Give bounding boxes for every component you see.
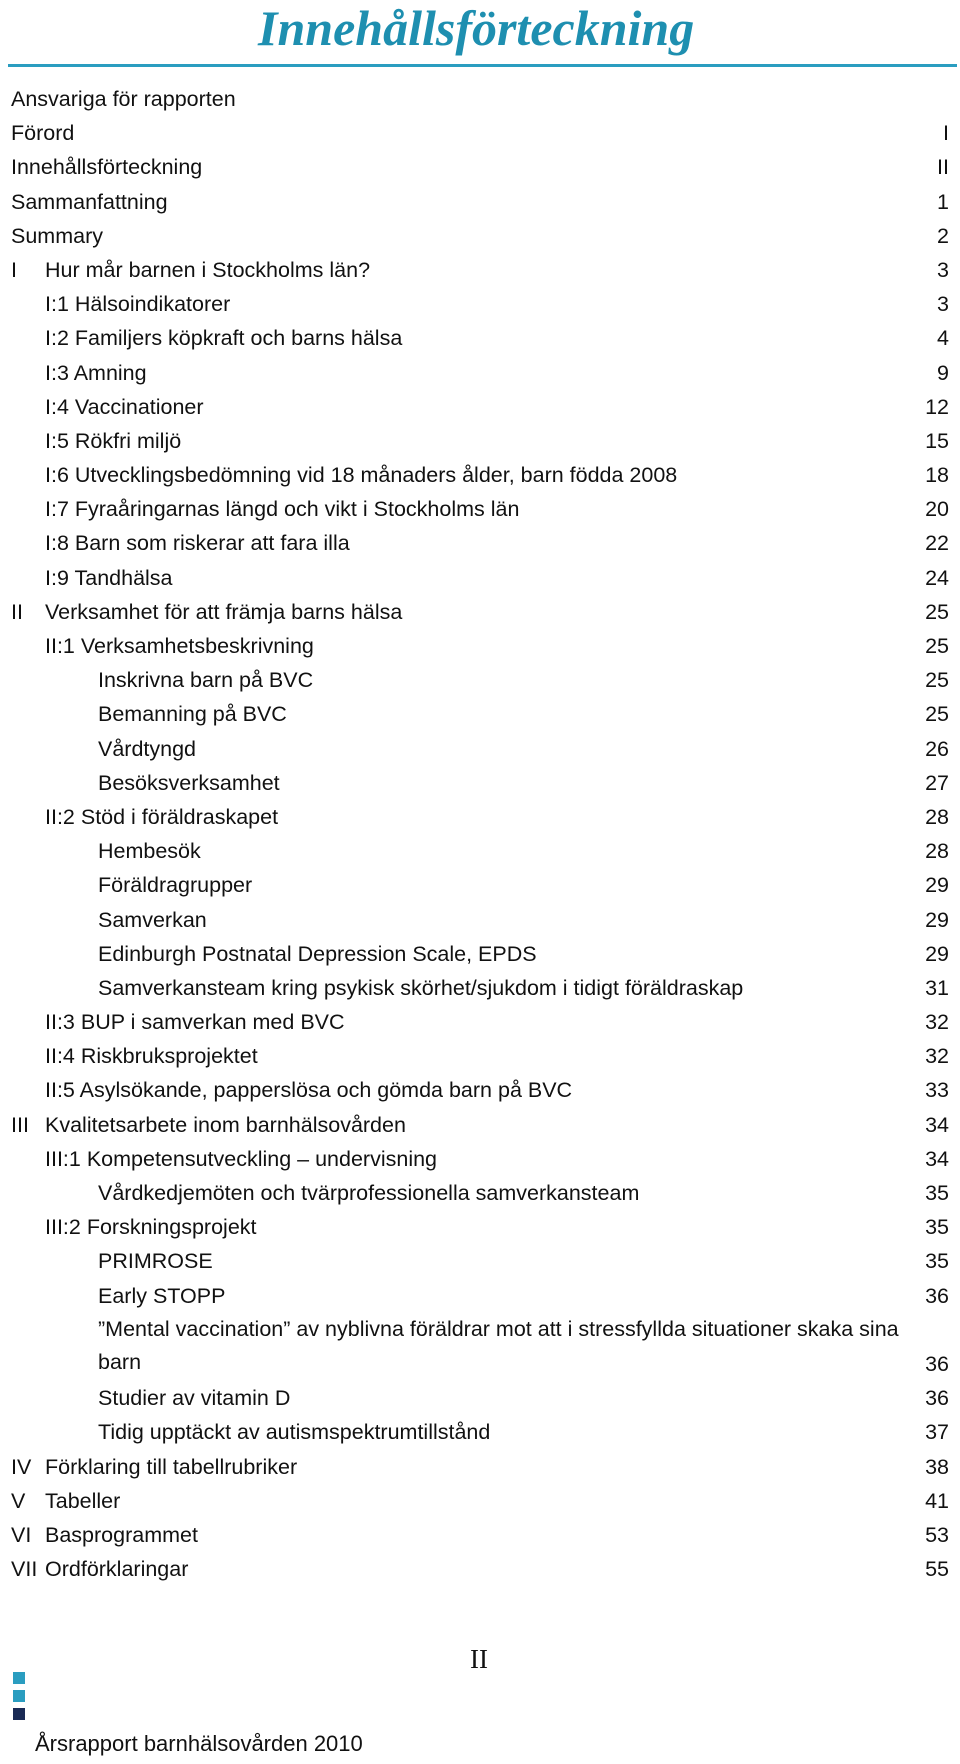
toc-page-number: 38 (925, 1454, 949, 1479)
toc-entry-title: Ansvariga för rapporten (11, 87, 236, 111)
toc-entry (0, 697, 960, 731)
toc-page-number: II (937, 155, 949, 180)
toc-page-number: 22 (925, 531, 949, 556)
logo-square-icon (13, 1690, 25, 1702)
toc-entry (0, 903, 960, 937)
toc-entry-title: Hur mår barnen i Stockholms län? (45, 257, 371, 282)
toc-entry-title: Tabeller (45, 1488, 121, 1513)
toc-entry (0, 253, 960, 287)
toc-entry-title: Föräldragrupper (98, 873, 253, 898)
toc-entry (0, 1244, 960, 1278)
toc-page-number: 12 (925, 394, 949, 419)
toc-entry-title: Early STOPP (98, 1283, 226, 1308)
toc-entry (0, 424, 960, 458)
toc-page-number: 24 (925, 565, 949, 590)
toc-page-number: 20 (925, 497, 949, 522)
toc-page-number: 53 (925, 1522, 949, 1547)
toc-entry-title: Sammanfattning (11, 189, 168, 214)
toc-entry-title: I:1 Hälsoindikatorer (45, 292, 231, 317)
page-number: II (470, 1644, 488, 1674)
toc-entry-title: I:7 Fyraåringarnas längd och vikt i Stockholms län (45, 497, 520, 522)
toc-entry-title: Förklaring till tabellrubriker (45, 1454, 298, 1479)
toc-entry-title: Edinburgh Postnatal Depression Scale, EPDS (98, 941, 537, 966)
toc-entry (0, 732, 960, 766)
toc-page-number: 35 (925, 1249, 949, 1274)
toc-entry (0, 663, 960, 697)
toc-entry (0, 526, 960, 560)
toc-entry-title: I:6 Utvecklingsbedömning vid 18 månaders ålder, barn födda 2008 (45, 463, 678, 488)
toc-entry-title: II:2 Stöd i föräldraskapet (45, 804, 279, 829)
toc-entry (0, 185, 960, 219)
toc-page-number: 34 (925, 1146, 949, 1171)
toc-page-number: 36 (925, 1386, 949, 1411)
toc-entry (0, 800, 960, 834)
toc-entry (0, 1450, 960, 1484)
toc-page-number: 32 (925, 1010, 949, 1035)
toc-section-number: I (11, 257, 17, 282)
toc-page-number: 41 (925, 1488, 949, 1513)
logo-square-icon (13, 1672, 25, 1684)
toc-entry (0, 1279, 960, 1313)
toc-entry-title: PRIMROSE (98, 1249, 213, 1274)
toc-entry-title: Samverkansteam kring psykisk skörhet/sjukdom i tidigt föräldraskap (98, 975, 744, 1000)
toc-page-number: 55 (925, 1557, 949, 1582)
page-title: Innehållsförteckning (258, 0, 695, 56)
toc-entry-title: Tidig upptäckt av autismspektrumtillstånd (98, 1420, 491, 1445)
toc-entry-title: Vårdtyngd (98, 736, 197, 761)
toc-entry (0, 766, 960, 800)
toc-entry (0, 1552, 960, 1586)
toc-entry (0, 321, 960, 355)
toc-page-number: 31 (925, 975, 949, 1000)
toc-entry-title: Ordförklaringar (45, 1557, 189, 1582)
toc-section-number: VI (11, 1522, 32, 1547)
toc-entry (0, 1108, 960, 1142)
toc-page-number: 4 (937, 326, 949, 351)
toc-entry (0, 1381, 960, 1415)
toc-entry (0, 219, 960, 253)
toc-entry (0, 1073, 960, 1107)
toc-page-number: 33 (925, 1078, 949, 1103)
toc-entry-title: Verksamhet för att främja barns hälsa (45, 599, 403, 624)
toc-page-number: 35 (925, 1181, 949, 1205)
toc-entry (0, 287, 960, 321)
toc-entry-title: I:8 Barn som riskerar att fara illa (45, 531, 350, 556)
toc-entry (0, 1313, 960, 1381)
toc-page-number: I (943, 121, 949, 146)
toc-page-number: 3 (937, 292, 949, 317)
toc-entry-title: Basprogrammet (45, 1522, 198, 1547)
toc-page-number: 29 (925, 941, 949, 966)
toc-page-number: 18 (925, 463, 949, 488)
table-of-contents (0, 82, 960, 1586)
toc-page-number: 1 (937, 189, 949, 214)
toc-page-number: 2 (937, 223, 949, 248)
toc-entry (0, 1484, 960, 1518)
toc-entry (0, 629, 960, 663)
toc-entry (0, 971, 960, 1005)
toc-entry (0, 1518, 960, 1552)
toc-entry-title: ”Mental vaccination” av nyblivna föräldrar mot att i stressfyllda situationer skaka sina barn (98, 1316, 899, 1374)
toc-section-number: V (11, 1488, 26, 1513)
toc-entry (0, 1176, 960, 1210)
toc-entry (0, 1005, 960, 1039)
toc-entry-title: Innehållsförteckning (11, 155, 203, 180)
toc-entry-title: I:2 Familjers köpkraft och barns hälsa (45, 326, 403, 351)
toc-entry (0, 116, 960, 150)
toc-page-number: 34 (925, 1112, 949, 1137)
toc-entry-title: Summary (11, 223, 103, 248)
toc-page-number: 32 (925, 1044, 949, 1069)
toc-entry-title: III:2 Forskningsprojekt (45, 1215, 257, 1240)
toc-entry-title: I:3 Amning (45, 360, 147, 385)
toc-entry-title: II:3 BUP i samverkan med BVC (45, 1010, 345, 1035)
toc-entry (0, 868, 960, 902)
toc-section-number: III (11, 1112, 29, 1137)
toc-entry-title: Inskrivna barn på BVC (98, 668, 314, 693)
toc-entry (0, 595, 960, 629)
toc-section-number: IV (11, 1454, 32, 1479)
report-logo-icon (13, 1672, 27, 1726)
toc-page-number: 36 (925, 1351, 949, 1376)
toc-entry (0, 492, 960, 526)
logo-square-icon (13, 1708, 25, 1720)
toc-entry-title: I:5 Rökfri miljö (45, 428, 182, 453)
toc-page-number: 28 (925, 804, 949, 829)
toc-entry (0, 150, 960, 184)
toc-page-number: 29 (925, 873, 949, 898)
toc-entry-title: III:1 Kompetensutveckling – undervisning (45, 1146, 438, 1171)
footer-report-title: Årsrapport barnhälsovården 2010 (35, 1731, 363, 1756)
toc-entry (0, 356, 960, 390)
toc-entry (0, 561, 960, 595)
toc-entry (0, 834, 960, 868)
toc-entry (0, 458, 960, 492)
toc-page-number: 29 (925, 907, 949, 932)
toc-page-number: 37 (925, 1420, 949, 1445)
toc-entry-title: Kvalitetsarbete inom barnhälsovården (45, 1112, 406, 1137)
toc-entry-title: Studier av vitamin D (98, 1386, 291, 1411)
toc-page-number: 36 (925, 1283, 949, 1308)
toc-entry-title: I:9 Tandhälsa (45, 565, 173, 590)
toc-page-number: 25 (925, 634, 949, 658)
toc-entry-title: Vårdkedjemöten och tvärprofessionella samverkansteam (98, 1181, 640, 1205)
toc-page-number: 28 (925, 839, 949, 864)
toc-section-number: II (11, 599, 23, 624)
toc-entry-title: II:5 Asylsökande, papperslösa och gömda barn på BVC (45, 1078, 573, 1103)
toc-entry (0, 937, 960, 971)
toc-entry (0, 390, 960, 424)
toc-entry (0, 82, 960, 116)
toc-entry-title: Hembesök (98, 839, 201, 864)
toc-page-number: 25 (925, 668, 949, 693)
toc-page-number: 25 (925, 599, 949, 624)
toc-page-number: 35 (925, 1215, 949, 1240)
toc-page-number: 15 (925, 428, 949, 453)
toc-entry-title: Bemanning på BVC (98, 702, 287, 727)
toc-entry-title: I:4 Vaccinationer (45, 394, 204, 419)
toc-entry (0, 1415, 960, 1449)
toc-entry-title: Samverkan (98, 907, 207, 932)
toc-page-number: 3 (937, 257, 949, 282)
toc-entry-title: II:1 Verksamhetsbeskrivning (45, 634, 314, 658)
toc-page-number: 26 (925, 736, 949, 761)
toc-entry (0, 1142, 960, 1176)
toc-page-number: 25 (925, 702, 949, 727)
toc-entry (0, 1210, 960, 1244)
toc-page-number: 27 (925, 770, 949, 795)
toc-entry-title: Besöksverksamhet (98, 770, 280, 795)
title-underline (8, 64, 957, 67)
toc-entry (0, 1039, 960, 1073)
toc-entry-title: Förord (11, 121, 75, 146)
toc-page-number: 9 (937, 360, 949, 385)
toc-section-number: VII (11, 1557, 38, 1582)
toc-entry-title: II:4 Riskbruksprojektet (45, 1044, 258, 1069)
